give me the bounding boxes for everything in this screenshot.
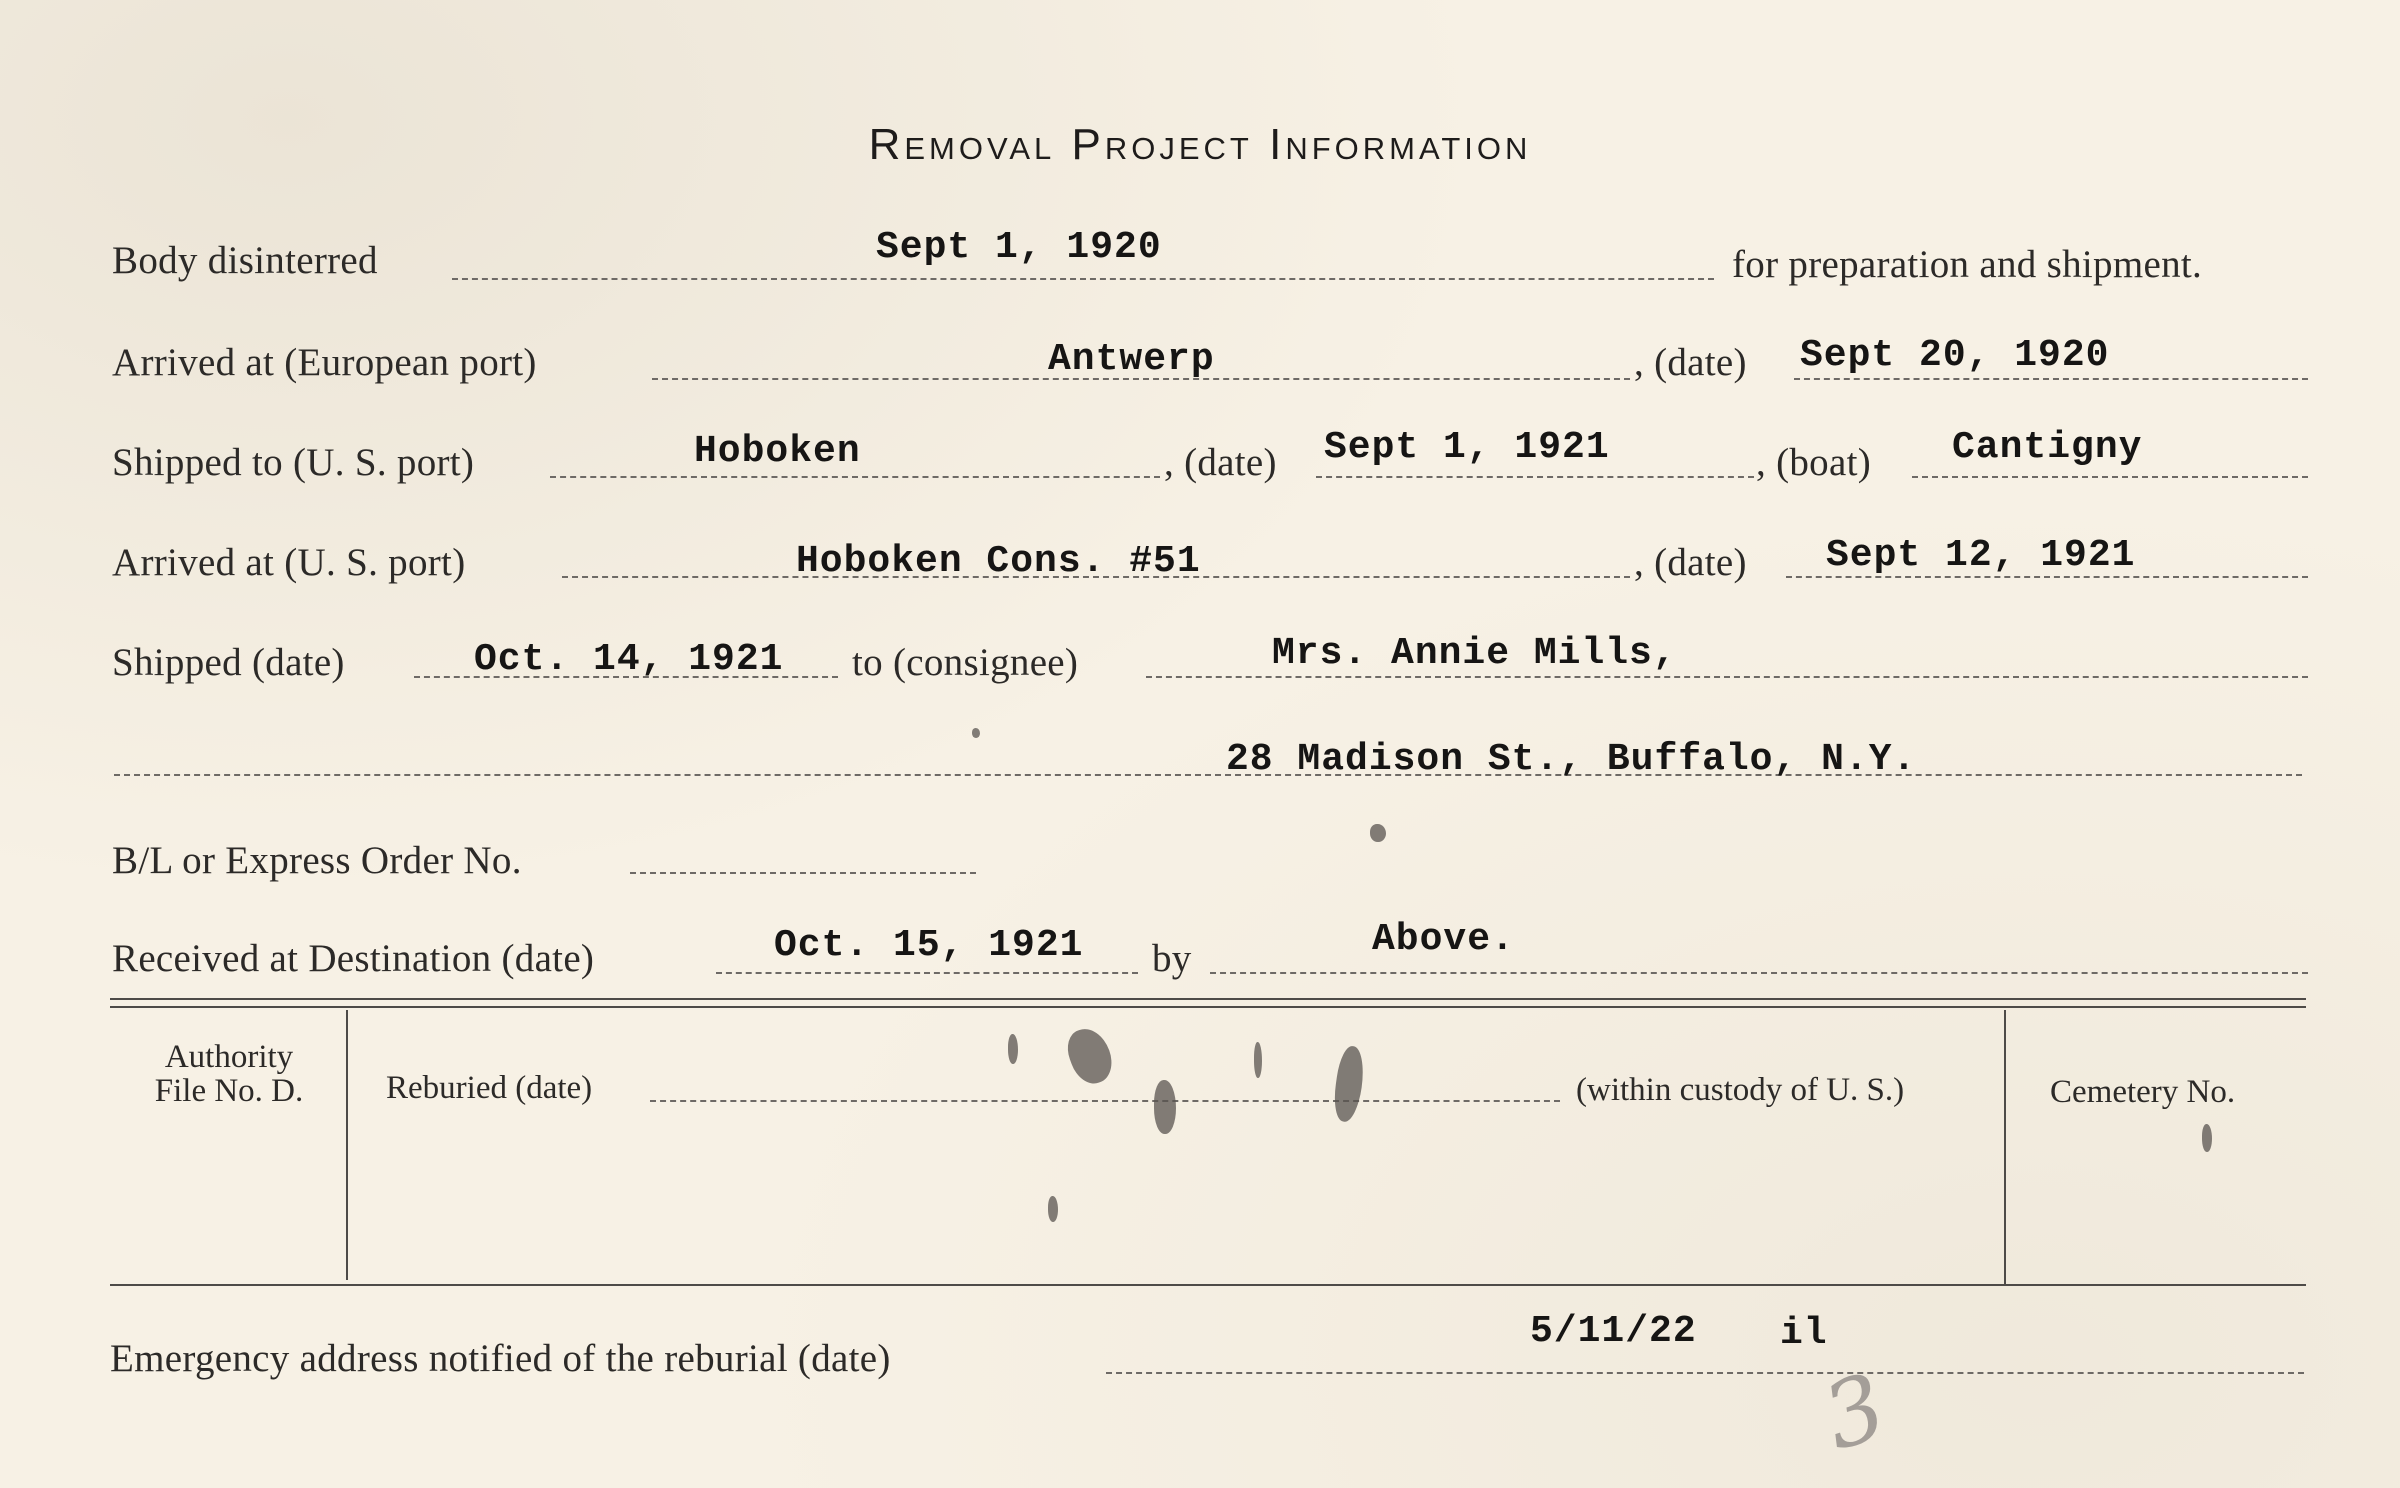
ink-blot xyxy=(1048,1196,1058,1222)
label-arrived-us-date: , (date) xyxy=(1634,541,1747,584)
label-arrived-us-port: Arrived at (U. S. port) xyxy=(112,541,466,584)
value-european-date: Sept 20, 1920 xyxy=(1800,334,2110,377)
box-divider-left xyxy=(346,1010,348,1280)
label-bl-express-order: B/L or Express Order No. xyxy=(112,839,522,882)
box-bottom-rule xyxy=(110,1284,2306,1286)
value-emergency-initials: il xyxy=(1780,1312,1828,1355)
value-consignee-address: 28 Madison St., Buffalo, N.Y. xyxy=(1226,738,1917,781)
label-body-disinterred: Body disinterred xyxy=(112,239,378,282)
label-shipped-date: Shipped (date) xyxy=(112,641,345,684)
line-disinterred xyxy=(452,278,1714,280)
value-consignee: Mrs. Annie Mills, xyxy=(1272,632,1677,675)
value-european-port: Antwerp xyxy=(1048,338,1215,381)
label-cemetery-no: Cemetery No. xyxy=(2050,1074,2236,1110)
value-disinterred-date: Sept 1, 1920 xyxy=(876,226,1162,269)
ink-blot xyxy=(2202,1124,2212,1152)
value-received-date: Oct. 15, 1921 xyxy=(774,924,1084,967)
value-shipped-to-date: Sept 1, 1921 xyxy=(1324,426,1610,469)
value-shipped-to-port: Hoboken xyxy=(694,430,861,473)
ink-blot xyxy=(1331,1045,1367,1124)
line-received-by xyxy=(1210,972,2308,974)
box-top-rule-1 xyxy=(110,998,2306,1000)
pencil-mark: 3 xyxy=(1811,1353,1899,1472)
line-received-date xyxy=(716,972,1138,974)
line-boat xyxy=(1912,476,2308,478)
line-consignee xyxy=(1146,676,2308,678)
value-arrived-us-date: Sept 12, 1921 xyxy=(1826,534,2136,577)
label-european-port: Arrived at (European port) xyxy=(112,341,537,384)
ink-blot xyxy=(1062,1023,1119,1089)
line-emergency-date xyxy=(1106,1372,2304,1374)
value-boat: Cantigny xyxy=(1952,426,2143,469)
label-received-by: by xyxy=(1152,937,1192,980)
ink-blot xyxy=(972,728,980,738)
box-divider-right xyxy=(2004,1010,2006,1286)
label-preparation-shipment: for preparation and shipment. xyxy=(1732,243,2203,286)
value-arrived-us-port: Hoboken Cons. #51 xyxy=(796,540,1201,583)
line-shipped-to-port xyxy=(550,476,1160,478)
line-consignee-address xyxy=(114,774,2302,776)
ink-blot xyxy=(1254,1042,1262,1078)
value-emergency-date: 5/11/22 xyxy=(1530,1310,1697,1353)
ink-blot xyxy=(1008,1034,1018,1064)
label-emergency-address: Emergency address notified of the reburial (date) xyxy=(110,1337,891,1380)
value-shipped-date: Oct. 14, 1921 xyxy=(474,638,784,681)
label-received-destination: Received at Destination (date) xyxy=(112,937,595,980)
label-reburied-date: Reburied (date) xyxy=(386,1070,593,1106)
ink-blot xyxy=(1154,1080,1176,1134)
label-shipped-to-date: , (date) xyxy=(1164,441,1277,484)
line-european-date xyxy=(1794,378,2308,380)
card-title: Removal Project Information xyxy=(868,120,1532,169)
label-boat: , (boat) xyxy=(1756,441,1872,484)
label-authority-file: Authority File No. D. xyxy=(154,1039,304,1109)
line-bl-express-order xyxy=(630,872,976,874)
label-within-custody: (within custody of U. S.) xyxy=(1576,1072,1905,1108)
label-shipped-to-us-port: Shipped to (U. S. port) xyxy=(112,441,475,484)
label-european-date: , (date) xyxy=(1634,341,1747,384)
line-shipped-to-date xyxy=(1316,476,1754,478)
ink-blot xyxy=(1370,824,1386,842)
value-received-by: Above. xyxy=(1372,918,1515,961)
label-consignee: to (consignee) xyxy=(852,641,1079,684)
box-top-rule-2 xyxy=(110,1006,2306,1008)
line-reburied-date xyxy=(650,1100,1560,1102)
